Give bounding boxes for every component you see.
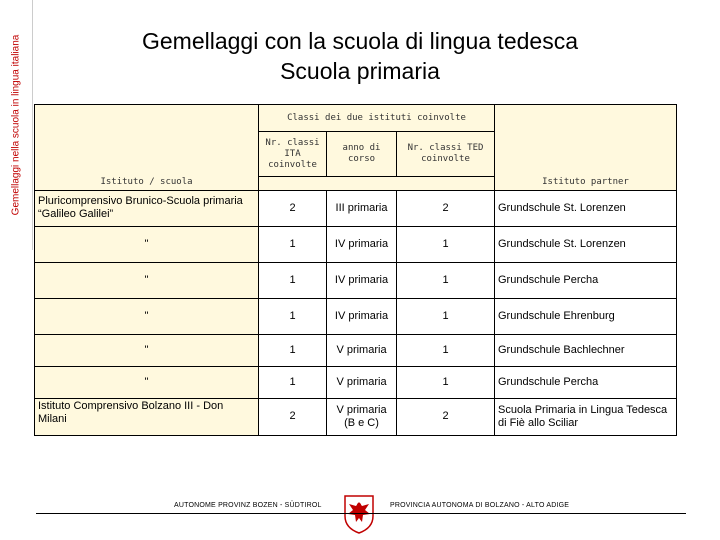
row-3-anno: IV primaria bbox=[327, 262, 397, 298]
col-header-partner: Istituto partner bbox=[495, 177, 677, 191]
row-7-anno: V primaria (B e C) bbox=[327, 398, 397, 435]
row-3-istituto: " bbox=[35, 262, 259, 298]
row-5-partner: Grundschule Bachlechner bbox=[495, 334, 677, 366]
col-header-ita: Nr. classi ITA coinvolte bbox=[259, 132, 327, 177]
sidebar-band bbox=[0, 0, 33, 250]
row-2-partner: Grundschule St. Lorenzen bbox=[495, 226, 677, 262]
row-4-istituto: " bbox=[35, 298, 259, 334]
group-header: Classi dei due istituti coinvolte bbox=[259, 105, 495, 132]
row-4-ita: 1 bbox=[259, 298, 327, 334]
title-line-2: Scuola primaria bbox=[280, 58, 440, 84]
row-4-ted: 1 bbox=[397, 298, 495, 334]
col-header-ted: Nr. classi TED coinvolte bbox=[397, 132, 495, 177]
row-4-partner: Grundschule Ehrenburg bbox=[495, 298, 677, 334]
row-6-ita: 1 bbox=[259, 366, 327, 398]
row-7-istituto: Istituto Comprensivo Bolzano III - Don Milani bbox=[35, 398, 259, 435]
row-6-partner: Grundschule Percha bbox=[495, 366, 677, 398]
row-2-istituto: " bbox=[35, 226, 259, 262]
row-2-ted: 1 bbox=[397, 226, 495, 262]
row-7-ita: 2 bbox=[259, 398, 327, 435]
row-6-istituto: " bbox=[35, 366, 259, 398]
row-2-ita: 1 bbox=[259, 226, 327, 262]
title-line-1: Gemellaggi con la scuola di lingua tedesca bbox=[142, 28, 578, 54]
footer-label-german: AUTONOME PROVINZ BOZEN - SÜDTIROL bbox=[174, 502, 322, 509]
row-6-anno: V primaria bbox=[327, 366, 397, 398]
row-1-partner: Grundschule St. Lorenzen bbox=[495, 190, 677, 226]
row-2-anno: IV primaria bbox=[327, 226, 397, 262]
footer-label-italian: PROVINCIA AUTONOMA DI BOLZANO - ALTO ADIGE bbox=[390, 502, 570, 509]
row-7-partner: Scuola Primaria in Lingua Tedesca di Fiè allo Sciliar bbox=[495, 398, 677, 435]
row-3-ita: 1 bbox=[259, 262, 327, 298]
row-5-ted: 1 bbox=[397, 334, 495, 366]
sidebar-label: Gemellaggi nella scuola in lingua italiana bbox=[10, 34, 22, 216]
row-5-anno: V primaria bbox=[327, 334, 397, 366]
row-4-anno: IV primaria bbox=[327, 298, 397, 334]
row-1-istituto: Pluricomprensivo Brunico-Scuola primaria “Galileo Galilei” bbox=[35, 190, 259, 226]
row-6-ted: 1 bbox=[397, 366, 495, 398]
row-3-partner: Grundschule Percha bbox=[495, 262, 677, 298]
col-header-anno: anno di corso bbox=[327, 132, 397, 177]
twinning-table bbox=[34, 104, 677, 436]
row-1-ted: 2 bbox=[397, 190, 495, 226]
col-header-istituto: Istituto / scuola bbox=[35, 177, 259, 191]
header-istituto-top bbox=[35, 105, 259, 177]
row-5-istituto: " bbox=[35, 334, 259, 366]
page-title bbox=[40, 26, 680, 86]
header-partner-top bbox=[495, 105, 677, 177]
row-5-ita: 1 bbox=[259, 334, 327, 366]
row-1-ita: 2 bbox=[259, 190, 327, 226]
eagle-coat-of-arms-icon bbox=[343, 494, 375, 534]
row-7-ted: 2 bbox=[397, 398, 495, 435]
row-3-ted: 1 bbox=[397, 262, 495, 298]
footer-divider bbox=[36, 513, 686, 514]
row-1-anno: III primaria bbox=[327, 190, 397, 226]
